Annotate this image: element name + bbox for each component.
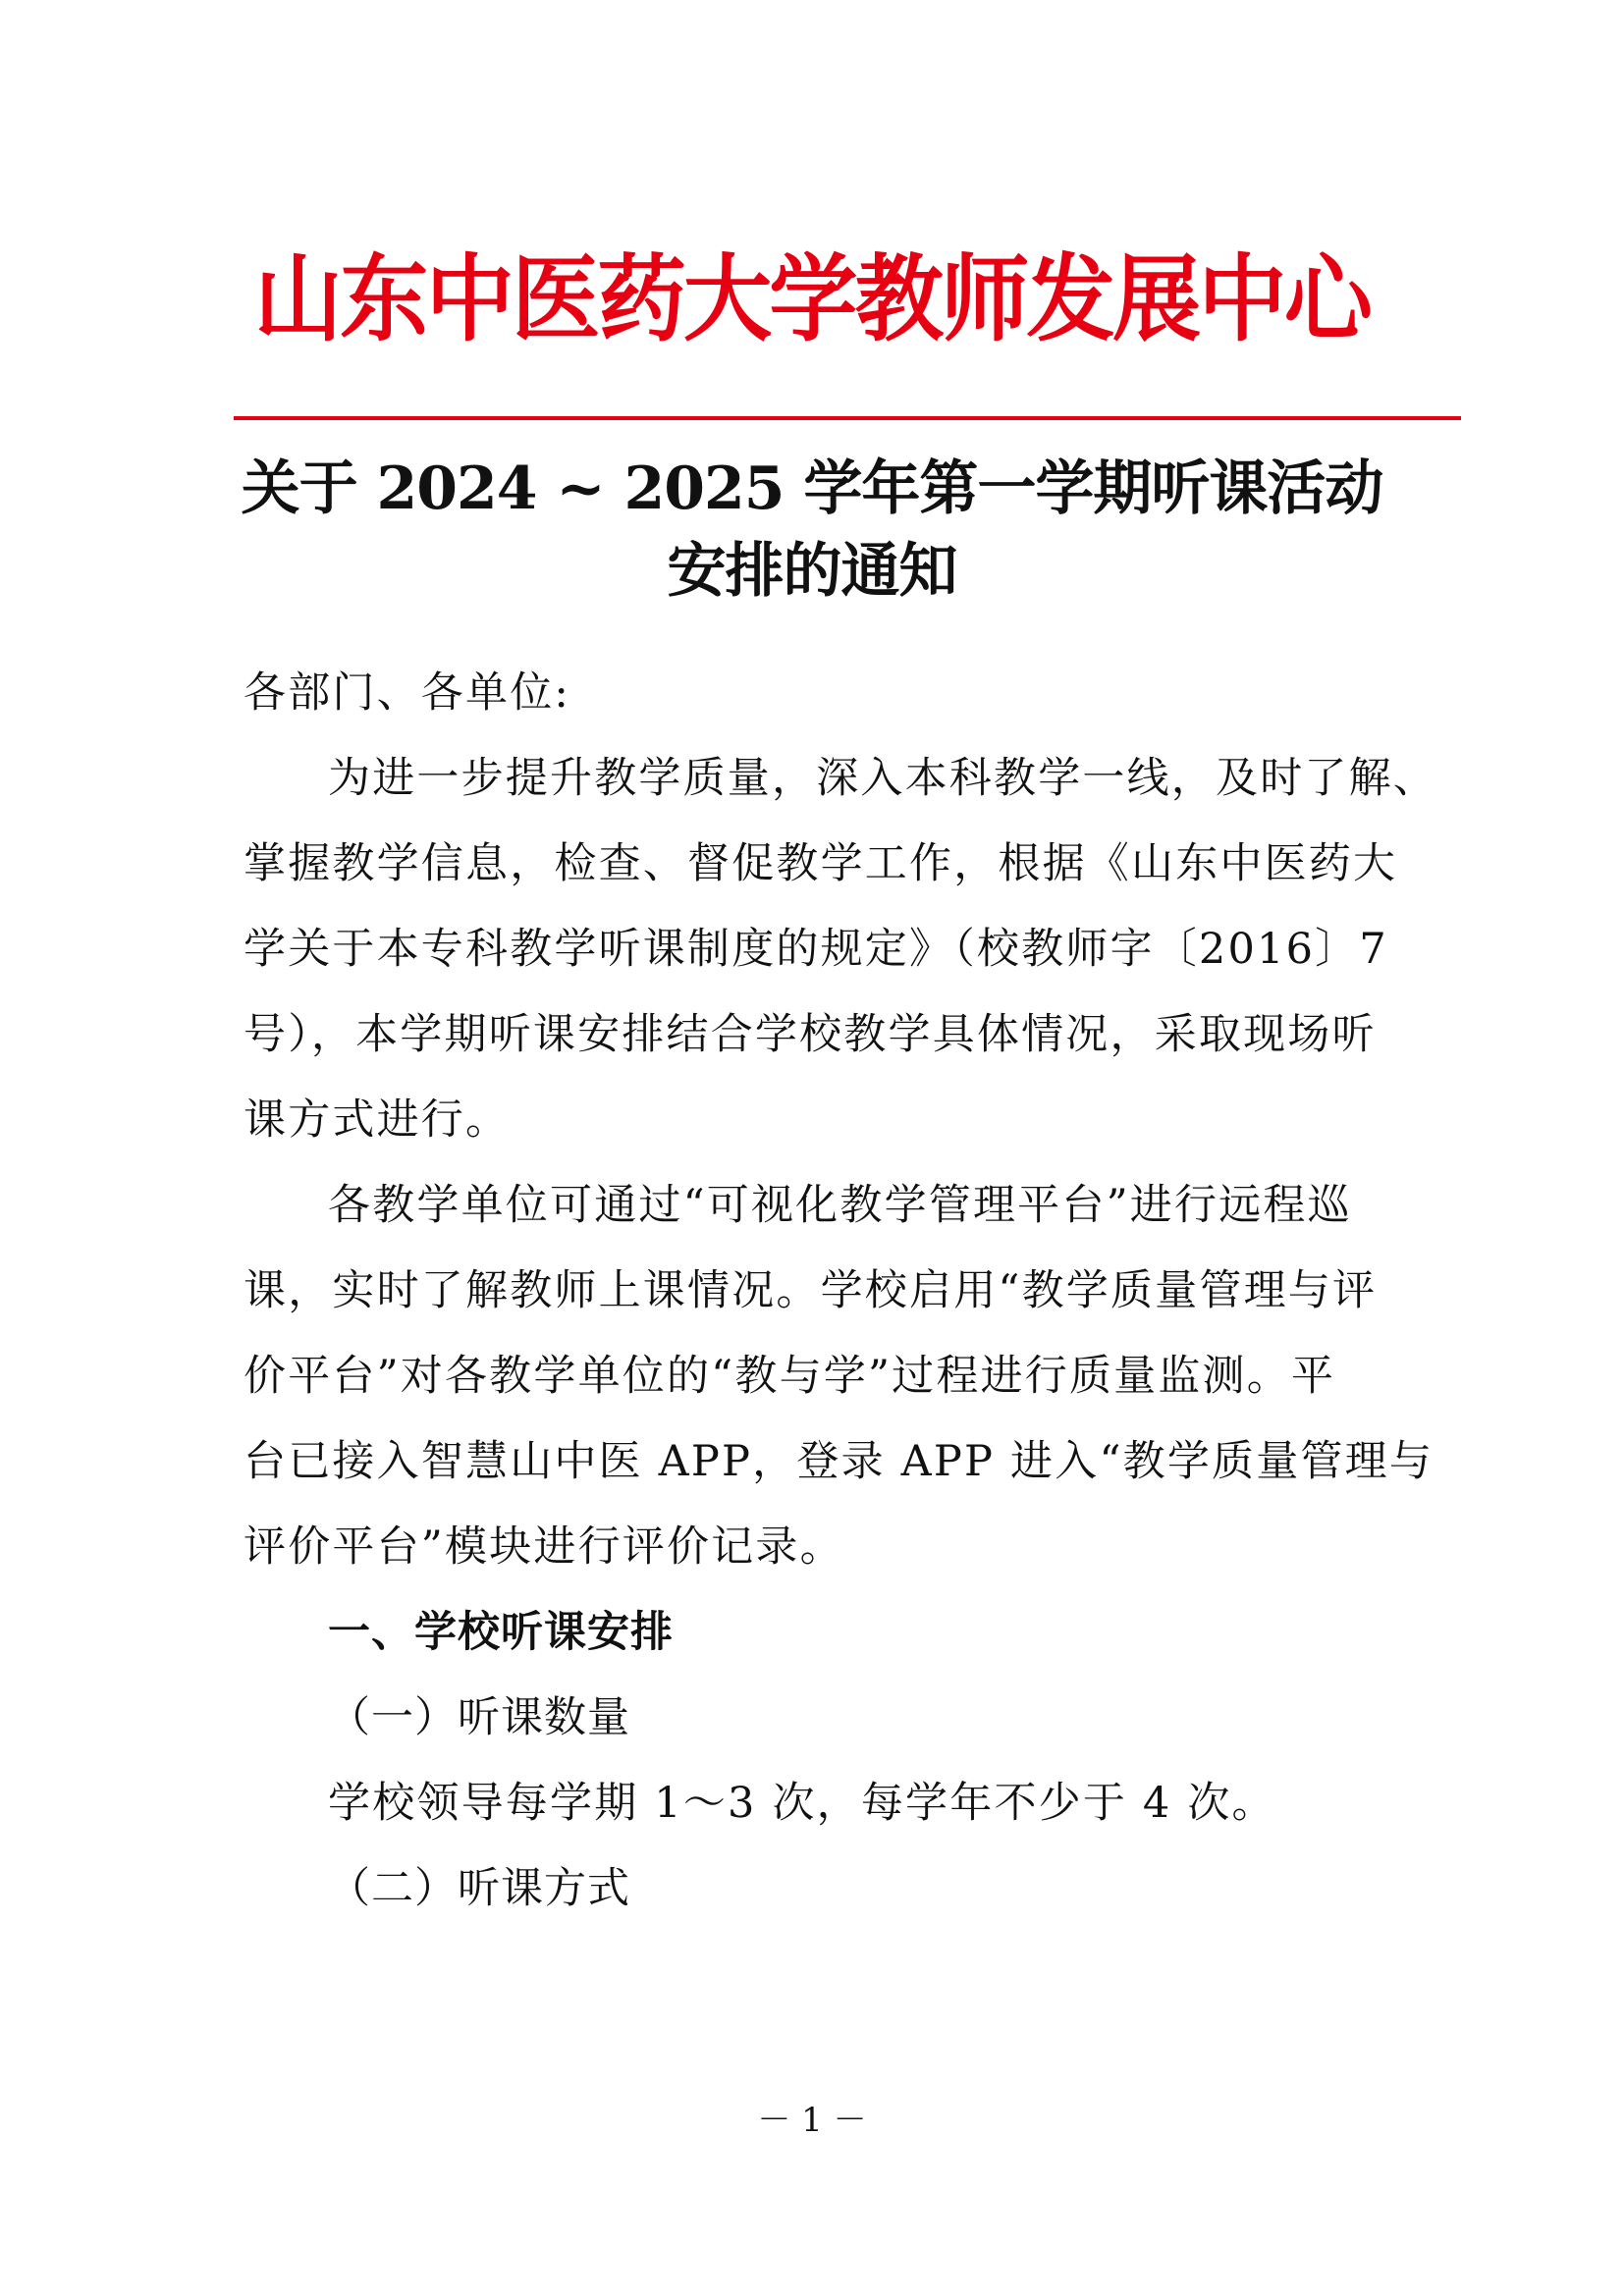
document-title-line-2: 安排的通知 [667, 537, 957, 606]
paragraph-line: 课，实时了解教师上课情况。学校启用“教学质量管理与评 [244, 1266, 1378, 1315]
paragraph-line: 各教学单位可通过“可视化教学管理平台”进行远程巡 [328, 1181, 1352, 1230]
paragraph-line: 价平台”对各教学单位的“教与学”过程进行质量监测。平 [244, 1352, 1336, 1401]
salutation: 各部门、各单位: [244, 668, 571, 718]
paragraph-line: 评价平台”模块进行评价记录。 [244, 1522, 844, 1572]
masthead-organization: 山东中医药大学教师发展中心 [253, 243, 1371, 354]
paragraph-line: 课方式进行。 [244, 1095, 511, 1145]
page-number: － 1 － [757, 2101, 867, 2140]
subsection-1-heading: （一）听课数量 [328, 1693, 630, 1742]
paragraph-line: 学关于本专科教学听课制度的规定》（校教师字〔2016〕7 [244, 925, 1388, 974]
paragraph-line: 台已接入智慧山中医 APP，登录 APP 进入“教学质量管理与 [244, 1437, 1435, 1486]
paragraph-line: 为进一步提升教学质量，深入本科教学一线，及时了解、 [328, 754, 1437, 803]
section-1-heading: 一、学校听课安排 [328, 1608, 674, 1657]
subsection-1-text: 学校领导每学期 1～3 次，每学年不少于 4 次。 [328, 1779, 1276, 1828]
subsection-2-heading: （二）听课方式 [328, 1864, 630, 1913]
masthead-red-rule [234, 416, 1461, 420]
document-title-line-1: 关于 2024 ~ 2025 学年第一学期听课活动 [241, 454, 1383, 523]
paragraph-line: 号），本学期听课安排结合学校教学具体情况，采取现场听 [244, 1010, 1377, 1059]
paragraph-line: 掌握教学信息，检查、督促教学工作，根据《山东中医药大 [244, 839, 1398, 888]
